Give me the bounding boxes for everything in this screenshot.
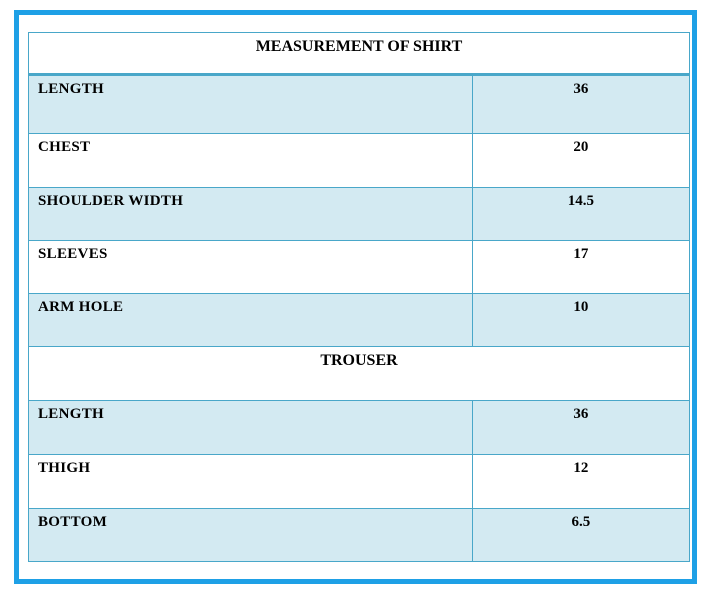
measurement-label: LENGTH [29, 401, 473, 455]
table-row [29, 75, 690, 134]
table-row [29, 134, 690, 188]
measurement-table [28, 32, 690, 562]
measurement-label: ARM HOLE [29, 294, 473, 347]
measurement-value: 36 [472, 75, 689, 134]
measurement-value: 36 [472, 401, 689, 455]
shirt-section-header [29, 33, 690, 75]
measurement-value: 14.5 [472, 188, 689, 241]
measurement-label: SLEEVES [29, 241, 473, 294]
measurement-value: 17 [472, 241, 689, 294]
trouser-title: TROUSER [29, 347, 690, 401]
page-frame [14, 10, 697, 584]
table-row [29, 455, 690, 509]
trouser-section-header [29, 347, 690, 401]
table-row [29, 241, 690, 294]
table-row [29, 294, 690, 347]
shirt-title: MEASUREMENT OF SHIRT [29, 33, 690, 75]
measurement-value: 12 [472, 455, 689, 509]
measurement-label: THIGH [29, 455, 473, 509]
measurement-label: BOTTOM [29, 509, 473, 562]
measurement-value: 10 [472, 294, 689, 347]
table-row [29, 509, 690, 562]
measurement-label: LENGTH [29, 75, 473, 134]
measurement-value: 20 [472, 134, 689, 188]
table-row [29, 401, 690, 455]
table-row [29, 188, 690, 241]
measurement-label: SHOULDER WIDTH [29, 188, 473, 241]
measurement-value: 6.5 [472, 509, 689, 562]
measurement-label: CHEST [29, 134, 473, 188]
